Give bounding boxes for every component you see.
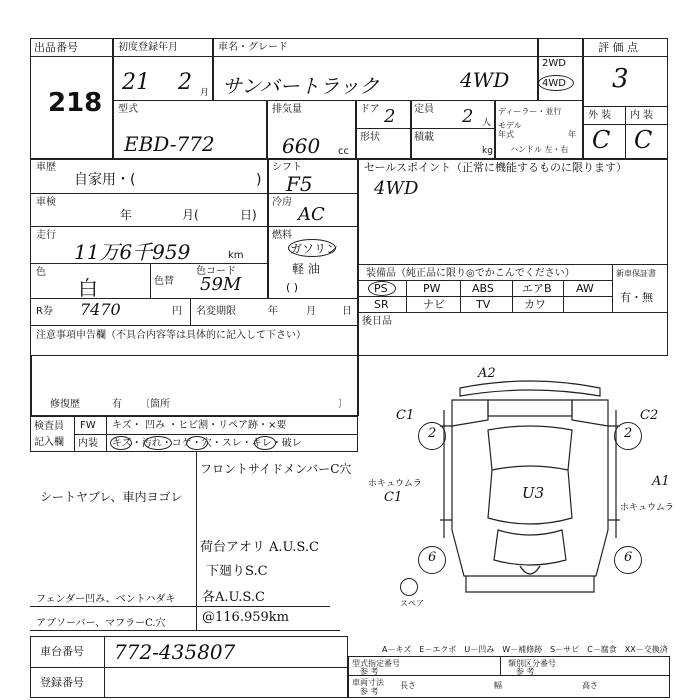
history-value: 自家用・( <box>74 172 136 188</box>
inspection-year: 年 <box>120 208 133 222</box>
kg-unit: kg <box>482 146 493 156</box>
car-name: サンバートラック <box>222 74 380 98</box>
drive-4wd: 4WD <box>542 78 566 89</box>
name-change-label: 名変期限 <box>196 306 236 317</box>
inspection-month: 月( <box>182 208 199 222</box>
warranty-value: 有・無 <box>620 291 653 304</box>
tire-front-left-grade: 2 <box>428 426 437 441</box>
exterior-label: 外 装 <box>588 110 612 121</box>
shape-label: 形状 <box>360 132 380 143</box>
exterior-grade: C <box>592 126 611 154</box>
tire-rear-left-grade: 6 <box>428 550 437 565</box>
model-cert-ref: 参 考 <box>360 667 379 676</box>
comment-8: @116.959km <box>202 610 289 625</box>
equip-navi: ナビ <box>423 298 445 311</box>
damage-c1-left2: C1 <box>384 490 403 505</box>
first-reg-label: 初度登録年月 <box>118 42 178 53</box>
person-unit: 人 <box>482 118 492 128</box>
dims-ref: 参 考 <box>360 687 379 696</box>
aircon-value: AC <box>298 204 325 225</box>
damage-c1-left: C1 <box>396 408 415 423</box>
dims-width: 幅 <box>494 681 502 690</box>
sales-point-value: 4WD <box>374 178 419 199</box>
km-unit: km <box>228 250 244 261</box>
legend-text: A－キズ E－エクボ U－凹み W－補修跡 S－サビ C－腐食 XX－交換済 <box>382 645 668 654</box>
color-code-label: 色コード <box>196 266 236 277</box>
equip-aw: AW <box>576 282 594 295</box>
equip-ps: PS <box>374 282 388 295</box>
comment-6: 各A.U.S.C <box>202 590 265 605</box>
model-label: 型式 <box>118 104 138 115</box>
equip-abs: ABS <box>472 282 494 295</box>
load-label: 積載 <box>414 132 434 143</box>
capacity-label: 定員 <box>414 104 434 115</box>
retrofit-label: 後日品 <box>362 316 392 327</box>
shift-value: F5 <box>286 172 313 196</box>
category-no-ref: 参 考 <box>516 667 535 676</box>
comment-2: シートヤブレ、車内ヨゴレ <box>40 490 183 504</box>
history-close: ) <box>256 172 262 188</box>
fuel-diesel: 軽 油 <box>292 262 320 276</box>
comment-4: 下廻りS.C <box>206 564 268 579</box>
dims-height: 高さ <box>582 681 598 690</box>
comment-5: フェンダー凹み、ベントハダキ <box>36 594 176 605</box>
warranty-label: 新車保証書 <box>616 269 656 278</box>
history-label: 車歴 <box>36 162 56 173</box>
color-code: 59M <box>200 274 242 295</box>
int-circle-3 <box>186 436 208 450</box>
damage-hokyu-right: ホキュウムラ <box>620 503 674 513</box>
doors-label: ドア <box>360 104 380 115</box>
recycle-value: 7470 <box>80 300 121 319</box>
comment-3: 荷台アオリ A.U.S.C <box>200 540 319 555</box>
first-reg-year: 21 <box>122 70 150 95</box>
equip-leather: カワ <box>524 298 546 311</box>
spare-tire <box>400 578 418 596</box>
year-unit: 年 <box>568 130 576 139</box>
interior-label: 内 装 <box>630 110 654 121</box>
equip-tv: TV <box>476 298 491 311</box>
int-circle-4 <box>254 436 276 450</box>
category-no-label: 類別区分番号 <box>508 659 556 668</box>
inspector-fw-items: キズ・ 凹み ・ヒビ割・リペア跡・×要 <box>112 420 287 431</box>
int-circle-2 <box>144 436 172 450</box>
first-reg-month: 2 <box>178 70 192 95</box>
comment-7: アブソーバー、マフラーC.穴 <box>36 618 166 629</box>
comment-1: フロントサイドメンバーC穴 <box>200 462 352 476</box>
interior-grade: C <box>634 126 653 154</box>
int-circle-1 <box>110 436 132 450</box>
damage-c2-right: C2 <box>640 408 659 423</box>
equip-pw: PW <box>423 282 441 295</box>
tire-front-right-grade: 2 <box>624 426 633 441</box>
recycle-label: R券 <box>36 306 53 317</box>
fuel-paren: ( ) <box>286 281 299 294</box>
month-unit: 月 <box>200 88 210 98</box>
inspector-label2: 記入欄 <box>34 437 64 448</box>
car-grade: 4WD <box>460 68 510 92</box>
dims-length: 長さ <box>400 681 416 690</box>
lot-number-label: 出品番号 <box>34 41 78 54</box>
model-value: EBD-772 <box>124 132 215 156</box>
inspector-label1: 検査員 <box>34 421 64 432</box>
aircon-label: 冷房 <box>272 197 292 208</box>
repair-label: 修復歴 <box>50 399 80 410</box>
spare-label: スペア <box>400 599 424 608</box>
score-label: 評 価 点 <box>598 41 638 54</box>
chassis-label: 車台番号 <box>40 645 84 658</box>
mileage-value: 11万6千959 <box>74 240 191 264</box>
displacement-label: 排気量 <box>272 104 302 115</box>
model-year-label1: モデル <box>498 121 522 130</box>
lot-number: 218 <box>48 88 103 118</box>
name-change-year: 年 <box>268 306 278 317</box>
capacity-value: 2 <box>462 106 474 127</box>
fuel-label: 燃料 <box>272 230 292 241</box>
inspection-label: 車検 <box>36 197 56 208</box>
chassis-value: 772-435807 <box>114 640 236 664</box>
dims-label: 車両寸法 <box>352 678 384 687</box>
damage-a1-right: A1 <box>652 474 670 489</box>
damage-a2: A2 <box>478 366 496 381</box>
drive-2wd: 2WD <box>542 58 566 69</box>
sales-point-label: セールスポイント（正常に機能するものに限ります） <box>364 161 628 174</box>
damage-hokyu-left: ホキュウムラ <box>368 479 422 489</box>
model-year-label2: 年式 <box>498 130 514 139</box>
mileage-label: 走行 <box>36 230 56 241</box>
score-value: 3 <box>612 64 629 94</box>
equip-ps-circle <box>368 281 396 296</box>
repair-close: 〕 <box>338 399 348 410</box>
fuel-gas: ガソリン <box>290 242 339 256</box>
doors-value: 2 <box>384 106 396 127</box>
equipment-label: 装備品（純正品に限り◎でかこんでください） <box>366 268 575 279</box>
inspector-fw: FW <box>80 420 96 431</box>
cc-unit: cc <box>338 146 349 157</box>
dealer-label: ディーラー・並行 <box>498 107 562 116</box>
repair-value: 有 <box>112 399 122 410</box>
equip-sr: SR <box>374 298 389 311</box>
displacement-value: 660 <box>282 134 321 158</box>
repair-part: 〔箇所 <box>140 399 170 410</box>
color-label: 色 <box>36 267 46 278</box>
model-cert-label: 型式指定番号 <box>352 659 400 668</box>
shift-label: シフト <box>272 162 302 173</box>
name-change-day: 日 <box>342 306 352 317</box>
tire-rear-right-grade: 6 <box>624 550 633 565</box>
inspection-day: 日) <box>240 208 257 222</box>
notes-label: 注意事項申告欄（不具合内容等は具体的に記入して下さい） <box>36 330 306 341</box>
name-change-month: 月 <box>306 306 316 317</box>
handle-label: ハンドル 左・右 <box>510 145 569 154</box>
car-name-label: 車名・グレード <box>218 42 288 53</box>
damage-u3-center: U3 <box>522 484 545 502</box>
equip-airbag: エアB <box>522 282 552 295</box>
inspector-int-items: キズ・汚れ・コゲ・穴・スレ・キレ・破レ <box>112 438 302 449</box>
color-value: 白 <box>78 276 98 300</box>
color-change-label: 色替 <box>154 276 174 287</box>
reg-label: 登録番号 <box>40 676 84 689</box>
recycle-yen: 円 <box>172 306 182 317</box>
inspector-int-label: 内装 <box>78 438 98 449</box>
